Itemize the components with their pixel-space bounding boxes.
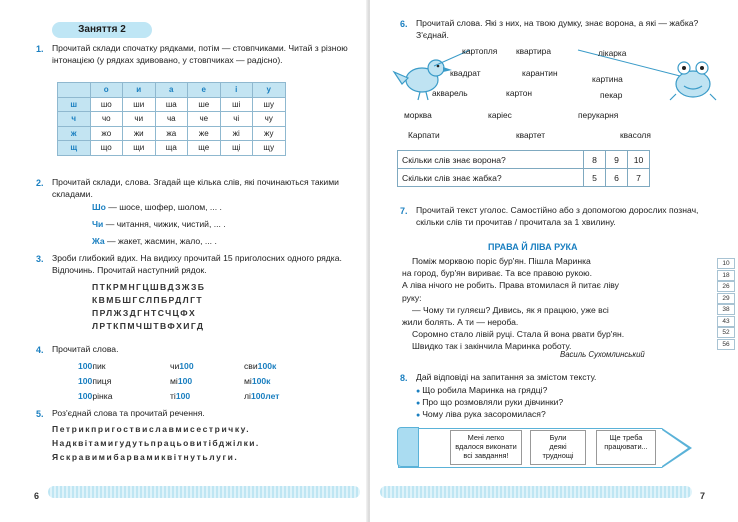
syllable-cell: щі: [220, 141, 253, 156]
syllable-cell: и: [123, 83, 156, 98]
task2-instruction: Прочитай склади, слова. Згадай ще кілька слів, які починаються такими складами.: [52, 177, 339, 199]
task7-instruction: Прочитай текст уголос. Самостійно або з допомогою дорослих познач, скільки слів ти прочитав / прочитала за 1 хвилину.: [416, 205, 699, 227]
word-count-box: 56: [717, 339, 735, 350]
count-row: [398, 169, 650, 187]
task-number: 6.: [400, 19, 408, 29]
bullet-icon: ●: [416, 412, 423, 419]
consonant-line: ЛРТКПМЧШТВФХИГД: [92, 321, 205, 331]
word-count-box: 38: [717, 304, 735, 315]
left-page: [0, 0, 368, 522]
word-option[interactable]: квасоля: [620, 130, 651, 140]
word-option[interactable]: морква: [404, 110, 432, 120]
word-option[interactable]: квадрат: [450, 68, 481, 78]
word-100: ті100: [170, 391, 191, 401]
count-option[interactable]: 10: [628, 151, 650, 169]
count-option[interactable]: 6: [606, 169, 628, 187]
reading-line: Поміж морквою поріс бур'ян. Пішла Маринка: [412, 256, 591, 266]
task5-instruction: Роз'єднай слова та прочитай речення.: [52, 408, 205, 418]
merged-sentence: Яскравимибарвамиквітнутьлуги.: [52, 452, 239, 462]
word-option[interactable]: перукарня: [578, 110, 619, 120]
page-number: 7: [700, 491, 706, 501]
syllable-cell: жо: [90, 126, 123, 141]
syllable-cell: е: [188, 83, 221, 98]
syllable-cell: жа: [155, 126, 188, 141]
task-number: 1.: [36, 44, 44, 54]
syllable-row: [58, 97, 286, 112]
word-option[interactable]: каріес: [488, 110, 512, 120]
syllable-row: [58, 126, 286, 141]
syllable-cell: щу: [253, 141, 286, 156]
word-option[interactable]: квартира: [516, 46, 551, 56]
word-count-box: 29: [717, 293, 735, 304]
word-option[interactable]: квартет: [516, 130, 546, 140]
reading-line: руку:: [402, 292, 422, 303]
word-100: чи100: [170, 361, 194, 371]
reading-line: на город, бур'ян вириває. Та все правою рукою.: [402, 268, 592, 279]
word-option[interactable]: пекар: [600, 90, 623, 100]
word-option[interactable]: лікарка: [598, 48, 627, 58]
page-footer-stripe: [48, 486, 360, 498]
reading-title: ПРАВА Й ЛІВА РУКА: [488, 242, 578, 252]
reading-line: Соромно стало лівій руці. Стала й вона рвати бур'ян.: [412, 329, 625, 340]
count-table: [397, 150, 650, 187]
word-100: сви100к: [244, 361, 277, 371]
syllable-cell: шо: [90, 97, 123, 112]
syllable-cell: жу: [253, 126, 286, 141]
task8-instruction: Дай відповіді на запитання за змістом тексту.: [416, 372, 597, 382]
syllable-cell: чу: [253, 112, 286, 127]
syllable-cell: і: [220, 83, 253, 98]
syllable-cell: а: [155, 83, 188, 98]
task1-instruction: Прочитай склади спочатку рядками, потім — стовпчиками. Читай з різною інтонацією (у рядках здивовано, у стовпчиках — радісно).: [52, 43, 348, 65]
word-count-box: 52: [717, 327, 735, 338]
syllable-row: [58, 141, 286, 156]
consonant-line: ПТКРМНГЦШВДЗЖЗБ: [92, 282, 206, 292]
syllable-table: [57, 82, 286, 156]
syllable-row: [58, 112, 286, 127]
word-count-box: 43: [717, 316, 735, 327]
count-option[interactable]: 8: [584, 151, 606, 169]
word-option[interactable]: акварель: [432, 88, 468, 98]
word-100: 100пик: [78, 361, 106, 371]
word-option[interactable]: картопля: [462, 46, 498, 56]
assessment-card[interactable]: Були деякі труднощі: [530, 430, 586, 465]
task-number: 8.: [400, 373, 408, 383]
reading-author: Василь Сухомлинський: [560, 350, 645, 359]
syllable-cell: щ: [58, 141, 91, 156]
syllable-cell: чі: [220, 112, 253, 127]
syllable-cell: ща: [155, 141, 188, 156]
lesson-title-badge: Заняття 2: [52, 22, 152, 38]
syllable-cell: жи: [123, 126, 156, 141]
word-100: лі100лет: [244, 391, 280, 401]
word-count-box: 18: [717, 270, 735, 281]
question-item: ● Чому ліва рука засоромилася?: [416, 409, 546, 419]
word-option[interactable]: Карпати: [408, 130, 440, 140]
syllable-cell: о: [90, 83, 123, 98]
syllable-cell: чо: [90, 112, 123, 127]
syllable-cell: жі: [220, 126, 253, 141]
word-100: 100пиця: [78, 376, 112, 386]
syllable-cell: ча: [155, 112, 188, 127]
count-question: Скільки слів знає ворона?: [398, 151, 584, 169]
merged-sentence: Петрикпригоствиславмисестричку.: [52, 424, 251, 434]
syllable-cell: ши: [123, 97, 156, 112]
question-item: ● Що робила Маринка на грядці?: [416, 385, 548, 395]
word-option[interactable]: картина: [592, 74, 623, 84]
syllable-cell: [58, 83, 91, 98]
word-100: 100рінка: [78, 391, 113, 401]
syllable-cell: ч: [58, 112, 91, 127]
syllable-cell: же: [188, 126, 221, 141]
merged-sentence: Надквітамигудутьпрацьовитібджілки.: [52, 438, 260, 448]
task3-instruction: Зроби глибокий вдих. На видиху прочитай 15 приголосних одного рядка. Відпочинь. Прочитай наступний рядок.: [52, 253, 342, 275]
task-number: 4.: [36, 345, 44, 355]
task-number: 7.: [400, 206, 408, 216]
word-100: мі100к: [244, 376, 271, 386]
syllable-cell: че: [188, 112, 221, 127]
assessment-card[interactable]: Мені легко вдалося виконати всі завдання!: [450, 430, 522, 465]
page-footer-stripe: [380, 486, 692, 498]
syllable-cell: у: [253, 83, 286, 98]
question-item: ● Про що розмовляли руки дівчинки?: [416, 397, 564, 407]
consonant-line: ПРЛЖЗДГНТСЧЦФХ: [92, 308, 197, 318]
syllable-cell: ше: [188, 97, 221, 112]
word-count-box: 10: [717, 258, 735, 269]
reading-line: — Чому ти гуляєш? Дивись, як я працюю, уже всі: [412, 304, 609, 315]
task-number: 2.: [36, 178, 44, 188]
syllable-line: Жа — жакет, жасмин, жало, ... .: [92, 236, 217, 246]
assessment-card[interactable]: Ще треба працювати...: [596, 430, 656, 465]
pencil-cap: [397, 427, 419, 467]
word-count-box: 26: [717, 281, 735, 292]
consonant-line: КВМБШГСЛПБРДЛГТ: [92, 295, 204, 305]
task6-instruction: Прочитай слова. Які з них, на твою думку, знає ворона, а які — жабка? З'єднай.: [416, 18, 699, 40]
page-number: 6: [34, 491, 40, 501]
bullet-icon: ●: [416, 388, 423, 395]
reading-line: жили болять. А ти — нероба.: [402, 317, 519, 327]
count-question: Скільки слів знає жабка?: [398, 169, 584, 187]
count-row: [398, 151, 650, 169]
reading-line: Швидко так і закінчила Маринка роботу.: [412, 341, 572, 352]
syllable-cell: чи: [123, 112, 156, 127]
word-100: мі100: [170, 376, 193, 386]
count-option[interactable]: 5: [584, 169, 606, 187]
syllable-line: Шо — шосе, шофер, шолом, ... .: [92, 202, 222, 212]
syllable-cell: ш: [58, 97, 91, 112]
syllable-line: Чи — читання, чижик, чистий, ... .: [92, 219, 226, 229]
reading-line: А ліва нічого не робить. Права втомилася й питає ліву: [402, 280, 619, 291]
task4-instruction: Прочитай слова.: [52, 344, 119, 354]
syllable-cell: що: [90, 141, 123, 156]
bullet-icon: ●: [416, 400, 423, 407]
syllable-cell: шу: [253, 97, 286, 112]
count-option[interactable]: 7: [628, 169, 650, 187]
syllable-cell: щи: [123, 141, 156, 156]
task-number: 5.: [36, 409, 44, 419]
syllable-cell: ші: [220, 97, 253, 112]
count-option[interactable]: 9: [606, 151, 628, 169]
word-option[interactable]: картон: [506, 88, 533, 98]
syllable-row: [58, 83, 286, 98]
word-option[interactable]: карантин: [522, 68, 558, 78]
task-number: 3.: [36, 254, 44, 264]
syllable-cell: ще: [188, 141, 221, 156]
syllable-cell: ж: [58, 126, 91, 141]
syllable-cell: ша: [155, 97, 188, 112]
